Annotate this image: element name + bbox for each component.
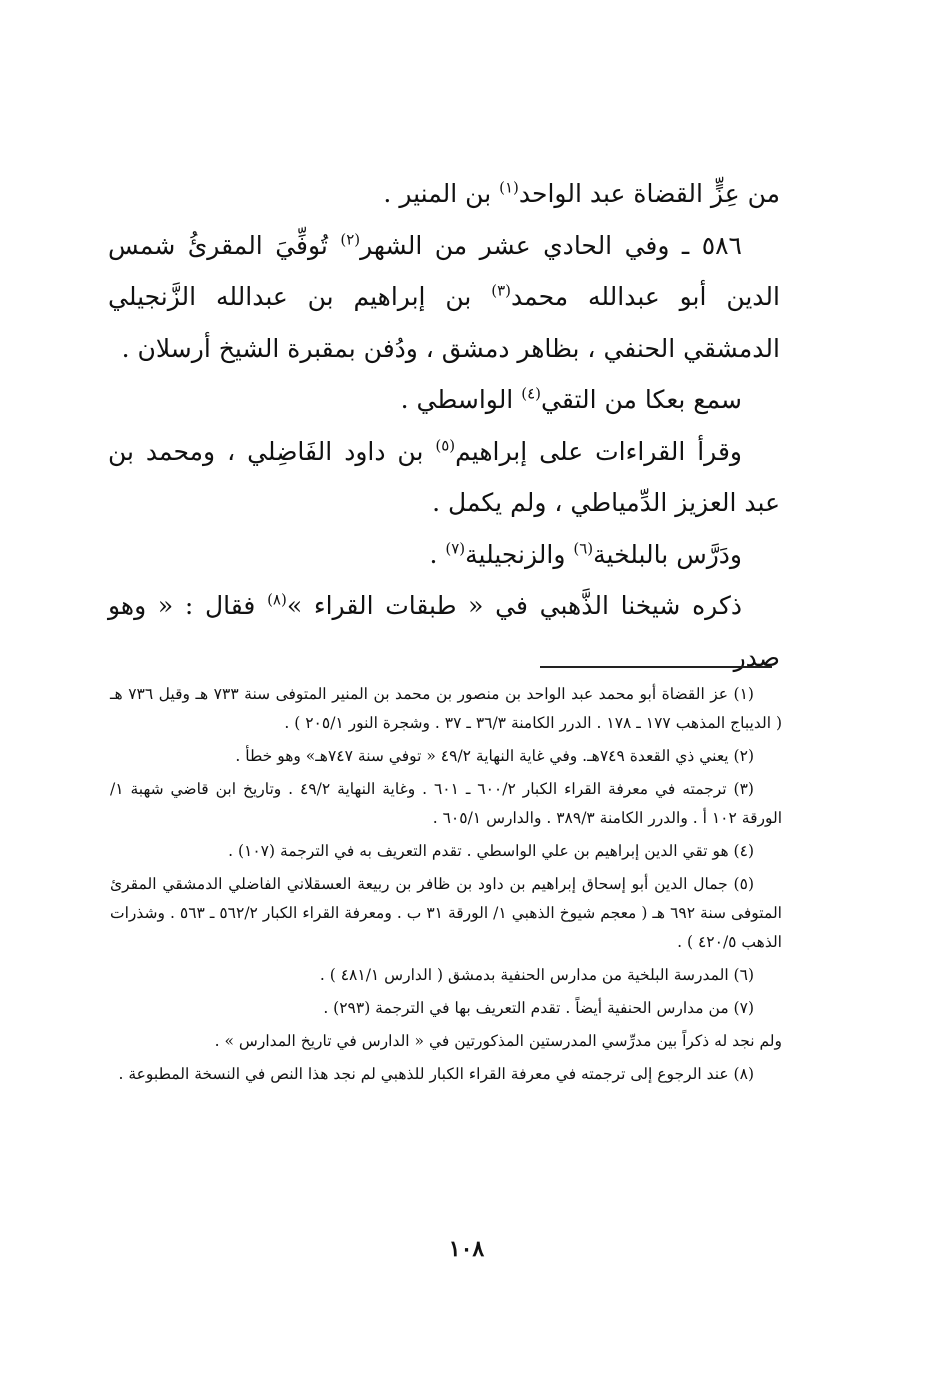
text-span: من عِزٍّ القضاة عبد الواحد [518,179,780,208]
paragraph-qara [108,426,780,529]
footnote-ref-6: (٦) [573,539,594,558]
text-span: سمع بعكا من التقي [540,385,742,414]
text-span: والزنجيلية [465,539,574,569]
paragraph-sami [108,374,780,426]
text-span: . [429,539,446,569]
footnote-8: (٨) عند الرجوع إلى ترجمته في معرفة القراء الكبار للذهبي لم نجد هذا النص في النسخة المطبوعة . [118,1065,754,1083]
text-span: تُوفِّيَ المقرئُ شمس الدين أبو عبدالله محمد [108,230,780,311]
footnote-4: (٤) هو تقي الدين إبراهيم بن علي الواسطي . تقدم التعريف به في الترجمة (١٠٧) . [228,842,754,860]
page-number: ١٠٨ [448,1236,485,1262]
text-span: بن إبراهيم بن عبدالله الزَّنجيلي الدمشقي الحنفي ، بظاهر دمشق ، ودُفن بمقبرة الشيخ أرسلان . [108,282,780,363]
text-span: ٥٨٦ ـ وفي الحادي عشر من الشهر [360,230,742,260]
footnote-ref-4: (٤) [521,384,541,403]
footnote-ref-3: (٣) [491,281,511,300]
main-text [108,168,780,683]
footnote-ref-5: (٥) [435,436,456,455]
text-span: بن المنير . [383,179,500,208]
footnote-ref-1: (١) [499,178,519,197]
footnotes [110,680,782,1093]
entry-586 [108,220,780,375]
footnote-2: (٢) يعني ذي القعدة ٧٤٩هـ. وفي غاية النهاية ٤٩/٢ « توفي سنة ٧٤٧هـ» وهو خطأ . [235,747,754,765]
paragraph-continuation [108,168,780,220]
text-span: وقرأ القراءات على إبراهيم [455,436,742,466]
paragraph-darras [108,529,780,581]
text-span: فقال : « وهو صدر [108,591,780,672]
footnote-ref-2: (٢) [340,230,361,249]
footnote-5: (٥) جمال الدين أبو إسحاق إبراهيم بن داود بن ظافر بن ربيعة العسقلاني الفاضلي الدمشقي المقرئ المتوفى سنة ٦٩٢ هـ ( معجم شيوخ الذهبي ١/ الورقة ٣١ ب . ومعرفة القراء الكبار ٥٦٢/٢ ـ ٥٦٣ . وشذرات الذهب ٤٢٠/٥ ) . [110,875,782,951]
footnote-ref-8: (٨) [267,590,287,609]
text-span: ذكره شيخنا الذَّهبي في « طبقات القراء » [286,591,743,620]
footnote-6: (٦) المدرسة البلخية من مدارس الحنفية بدمشق ( الدارس ٤٨١/١ ) . [319,966,754,984]
text-span: بن داود الفَاضِلي ، ومحمد بن عبد العزيز الدِّمياطي ، ولم يكمل . [108,436,780,517]
footnote-divider [540,666,772,668]
footnote-1: (١) عز القضاة أبو محمد عبد الواحد بن منصور بن محمد بن المنير المتوفى سنة ٧٣٣ هـ وقيل ٧٣٦ هـ ( الديباج المذهب ١٧٧ ـ ١٧٨ . الدرر الكامنة ٣٦/٣ ـ ٣٧ . وشجرة النور ٢٠٥/١ ) . [110,685,782,732]
text-span: ودَرَّس بالبلخية [593,539,742,569]
footnote-ref-7: (٧) [445,539,466,558]
text-span: الواسطي . [400,385,522,414]
footnote-3: (٣) ترجمته في معرفة القراء الكبار ٦٠٠/٢ ـ ٦٠١ . وغاية النهاية ٤٩/٢ . وتاريخ ابن قاضي شهبة ١/ الورقة ١٠٢ أ . والدرر الكامنة ٣٨٩/٣ . والدارس ٦٠٥/١ . [110,780,782,827]
footnote-7-continuation: ولم نجد له ذكراً بين مدرِّسي المدرستين المذكورتين في « الدارس في تاريخ المدارس » . [214,1032,782,1050]
footnote-7: (٧) من مدارس الحنفية أيضاً . تقدم التعريف بها في الترجمة (٢٩٣) . [323,999,754,1017]
